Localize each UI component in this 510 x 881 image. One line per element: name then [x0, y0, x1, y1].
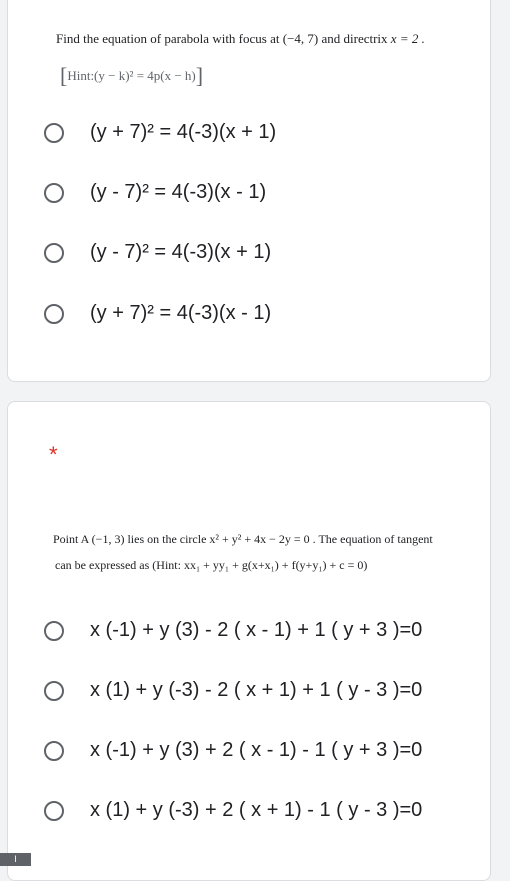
option-label: x (-1) + y (3) - 2 ( x - 1) + 1 ( y + 3 )=0: [90, 619, 423, 641]
q1-option-1[interactable]: [44, 121, 276, 144]
option-label: x (-1) + y (3) + 2 ( x - 1) - 1 ( y + 3 )=0: [90, 739, 423, 761]
radio-button[interactable]: [44, 304, 64, 324]
question-card-1: [7, 0, 491, 382]
question-1-hint: [Hint:(y − k)² = 4p(x − h)]: [60, 63, 204, 88]
q2-option-2[interactable]: [44, 679, 422, 702]
option-label: x (1) + y (-3) - 2 ( x + 1) + 1 ( y - 3 )=0: [90, 679, 423, 701]
q1-option-4[interactable]: [44, 302, 271, 325]
radio-button[interactable]: [44, 681, 64, 701]
q2-option-4[interactable]: [44, 799, 422, 822]
q2-option-1[interactable]: [44, 619, 422, 642]
option-label: x (1) + y (-3) + 2 ( x + 1) - 1 ( y - 3 )=0: [90, 799, 423, 821]
question-2-text: Point A (−1, 3) lies on the circle x² + y² + 4x − 2y = 0 . The equation of tangent: [53, 532, 433, 546]
question-2-hint: can be expressed as (Hint: xx₁ + yy₁ + g(x+x₁) + f(y+y₁) + c = 0): [55, 558, 368, 572]
q1-option-3[interactable]: [44, 241, 271, 264]
footer-badge: I: [0, 853, 31, 866]
question-1-text: Find the equation of parabola with focus at (−4, 7) and directrix x = 2 .: [56, 31, 425, 46]
radio-button[interactable]: [44, 123, 64, 143]
option-label: (y + 7)² = 4(-3)(x + 1): [90, 121, 277, 143]
radio-button[interactable]: [44, 243, 64, 263]
option-label: (y - 7)² = 4(-3)(x + 1): [90, 241, 272, 263]
question-card-2: [7, 401, 491, 881]
option-label: (y + 7)² = 4(-3)(x - 1): [90, 302, 272, 324]
radio-button[interactable]: [44, 621, 64, 641]
radio-button[interactable]: [44, 801, 64, 821]
radio-button[interactable]: [44, 741, 64, 761]
q2-option-3[interactable]: [44, 739, 422, 762]
q1-option-2[interactable]: [44, 181, 266, 204]
required-asterisk: *: [49, 442, 58, 467]
option-label: (y - 7)² = 4(-3)(x - 1): [90, 181, 267, 203]
radio-button[interactable]: [44, 183, 64, 203]
